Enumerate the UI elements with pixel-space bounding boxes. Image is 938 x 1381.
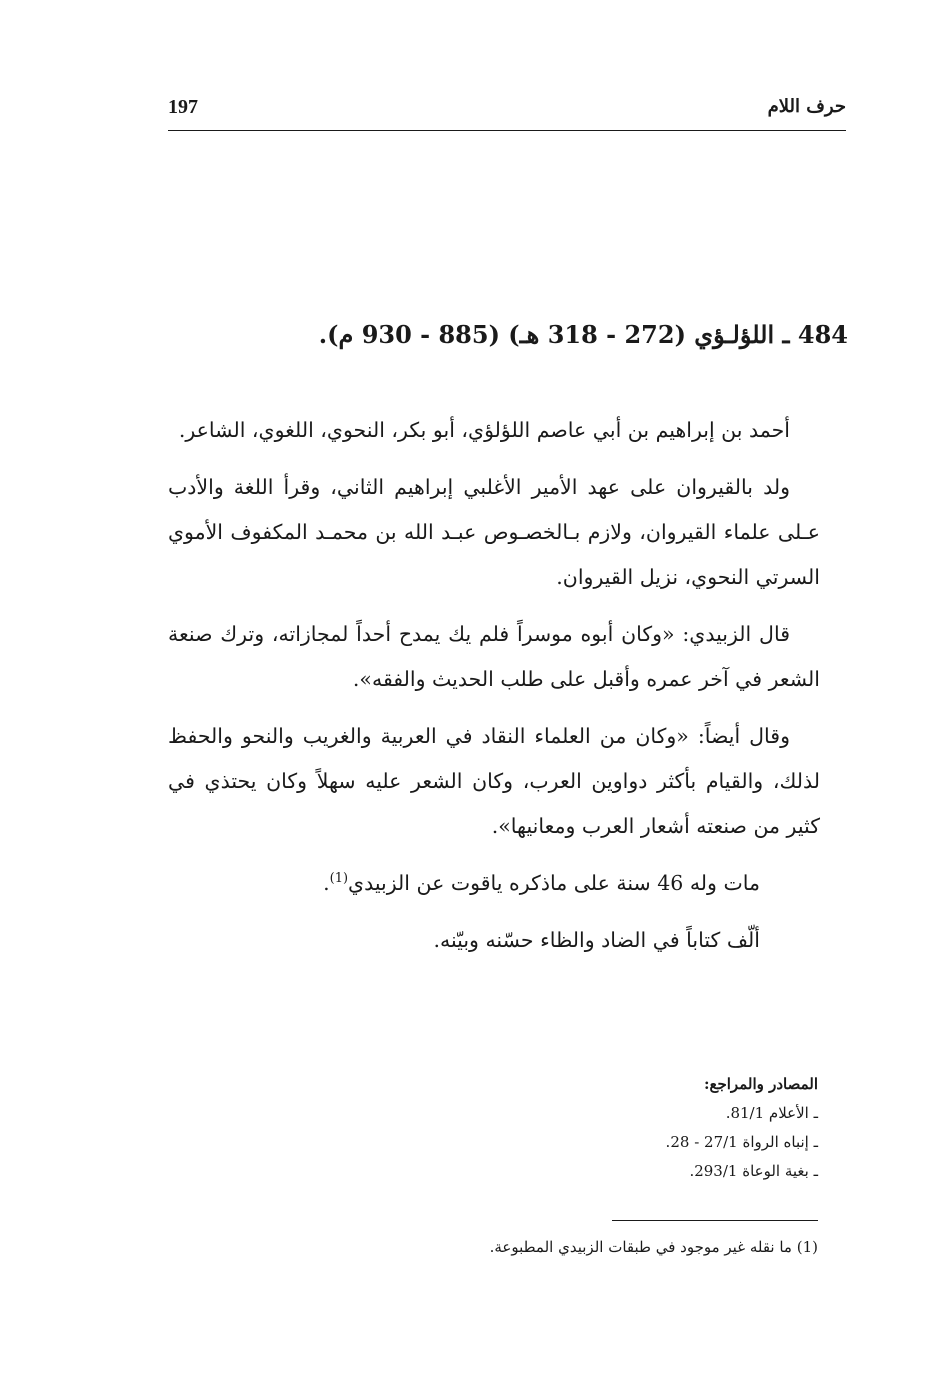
source-item: ـ الأعلام 81/1.: [725, 1104, 818, 1122]
paragraph-quote-1: قال الزبيدي: «وكان أبوه موسراً فلم يك يمدح أحداً لمجازاته، وترك صنعة الشعر في آخر عمره وأقبل على طلب الحديث والفقه».: [168, 622, 820, 691]
death-text: مات وله 46 سنة على ماذكره ياقوت عن الزبيدي: [348, 871, 760, 895]
footnote-divider: [612, 1220, 818, 1221]
source-item: ـ إنباه الرواة 27/1 - 28.: [665, 1133, 818, 1151]
paragraph-book: ألّف كتاباً في الضاد والظاء حسّنه وبيّنه.: [433, 928, 760, 952]
entry-body: [168, 408, 820, 975]
sources-title: المصادر والمراجع:: [703, 1075, 818, 1093]
page-number: 197: [168, 96, 198, 118]
source-item: ـ بغية الوعاة 293/1.: [689, 1162, 818, 1180]
paragraph-identity: أحمد بن إبراهيم بن أبي عاصم اللؤلؤي، أبو بكر، النحوي، اللغوي، الشاعر.: [178, 418, 790, 442]
running-header: [168, 96, 846, 131]
running-title: حرف اللام: [767, 96, 846, 117]
death-text-end: .: [323, 871, 330, 895]
entry-heading: 484 ـ اللؤلـؤي (272 - 318 هـ) (885 - 930 م).: [318, 320, 848, 349]
paragraph-quote-2: وقال أيضاً: «وكان من العلماء النقاد في العربية والغريب والنحو والحفظ لذلك، والقيام بأكثر دواوين العرب، وكان الشعر عليه سهلاً وكان يحتذي في كثير من صنعته أشعار العرب ومعانيها».: [168, 724, 820, 838]
sources-list: [168, 1099, 818, 1186]
sources-section: [168, 1070, 818, 1186]
footnote-reference: (1): [329, 871, 349, 887]
paragraph-death: [168, 861, 820, 906]
paragraph-biography: ولد بالقيروان على عهد الأمير الأغلبي إبراهيم الثاني، وقرأ اللغة والأدب عـلى علماء القيروان، ولازم بـالخصـوص عبـد الله بن محمـد المكفوف الأموي السرتي النحوي، نزيل القيروان.: [168, 475, 820, 589]
footnote: (1) ما نقله غير موجود في طبقات الزبيدي المطبوعة.: [489, 1238, 818, 1256]
